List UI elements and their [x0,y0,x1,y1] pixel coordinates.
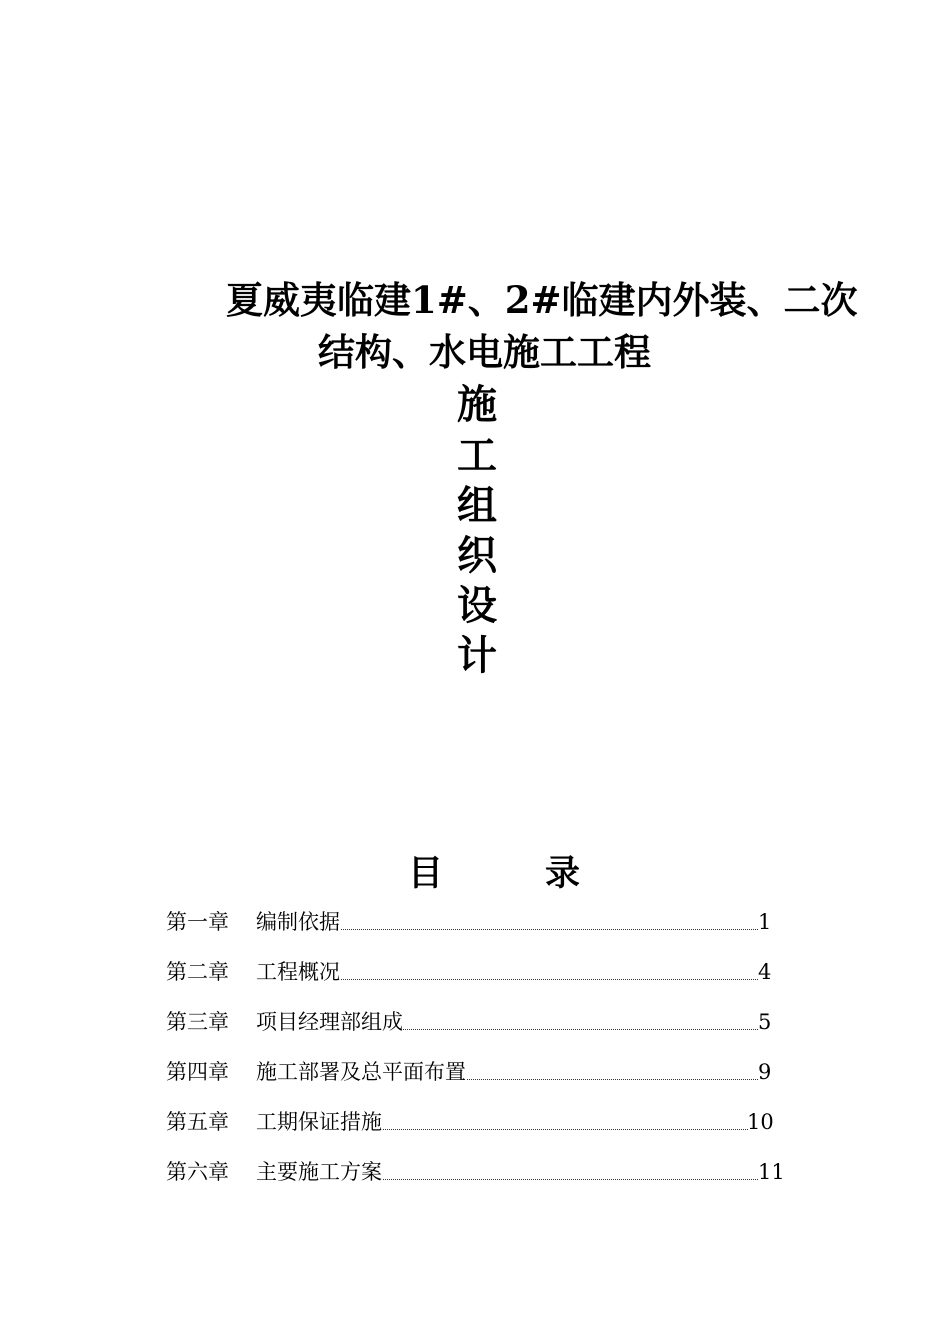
toc-chapter-title: 工程概况 [256,960,340,984]
document-title-line-2: 结构、水电施工工程 [318,330,651,374]
toc-page-number: 5 [758,1010,772,1034]
toc-chapter-number: 第三章 [166,1010,229,1034]
toc-chapter-number: 第四章 [166,1060,229,1084]
toc-chapter-number: 第六章 [166,1160,229,1184]
toc-page-number: 10 [747,1110,774,1134]
toc-chapter-number: 第五章 [166,1110,229,1134]
vertical-title-char: 施 [457,381,497,428]
toc-chapter-number: 第一章 [166,910,229,934]
toc-page-number: 11 [758,1160,785,1184]
toc-chapter-title: 编制依据 [256,910,340,934]
toc-chapter-title: 主要施工方案 [256,1160,382,1184]
toc-heading-part-2: 录 [545,853,581,894]
toc-entry[interactable] [166,909,782,935]
toc-chapter-title: 项目经理部组成 [256,1010,403,1034]
toc-page-number: 9 [758,1060,772,1084]
vertical-title-char: 组 [457,482,497,529]
toc-page-number: 1 [758,910,772,934]
vertical-title-char: 设 [457,582,497,629]
vertical-title-char: 计 [457,632,497,679]
toc-entry[interactable] [166,1109,782,1135]
toc-chapter-number: 第二章 [166,960,229,984]
document-title-line-1: 夏威夷临建1#、2#临建内外装、二次 [226,278,858,322]
toc-entry[interactable] [166,1009,782,1035]
toc-page-number: 4 [758,960,772,984]
vertical-title-char: 工 [457,432,497,479]
toc-heading-part-1: 目 [408,853,444,894]
toc-entry[interactable] [166,1059,782,1085]
toc-chapter-title: 施工部署及总平面布置 [256,1060,466,1084]
toc-chapter-title: 工期保证措施 [256,1110,382,1134]
vertical-title-char: 织 [457,532,497,579]
toc-entry[interactable] [166,1159,785,1185]
toc-entry[interactable] [166,959,782,985]
